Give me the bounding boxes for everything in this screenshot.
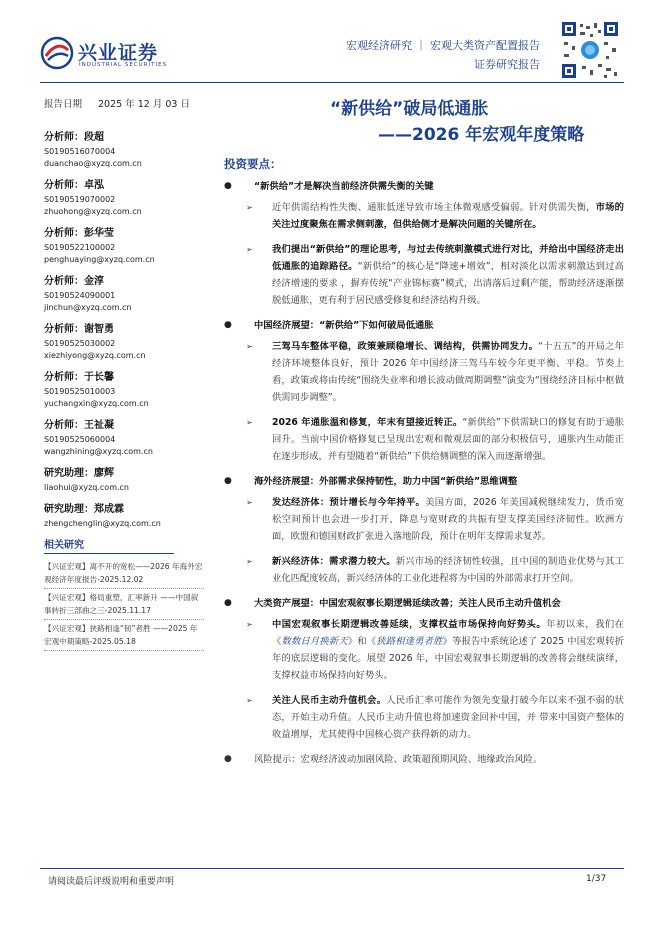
report-title: “新供给”破局低通胀 (330, 99, 489, 119)
section-point (224, 241, 624, 309)
analyst-email[interactable]: yuchangxin@xyzq.com.cn (44, 399, 149, 408)
point-lead: 2026 年通胀温和修复，年末有望接近转正。 (272, 417, 463, 428)
point-text: 》等报告中系统论述了 2025 中国宏观转折年的底层逻辑的变化。展望 2026 年，中国宏观叙事长期逻辑的改善将会继续演绎，支撑权益市场保持向好势头。 (272, 636, 624, 681)
section-point (224, 553, 624, 587)
point-text: 》和《 (347, 636, 377, 647)
point-text: 人民币汇率可能作为领先变量打破今年以来不强不弱的状态，开始主动升值。人民币主动升值也将加速资金回补中国，并 带来中国资产整体的收益增厚，尤其使得中国核心资产获得新的动力。 (272, 695, 624, 740)
analyst-name: 分析师：于长馨 (44, 372, 114, 383)
bullet-icon: ● (224, 320, 232, 330)
related-research-title: 相关研究 (44, 536, 174, 554)
analyst-entry (44, 128, 214, 170)
section-point (224, 199, 624, 233)
section-title: “新供给”才是解决当前经济供需失衡的关键 (254, 181, 434, 192)
analyst-name: 研究助理：廖辉 (44, 468, 114, 479)
report-reference-link[interactable]: 狭路相逢勇者胜 (376, 636, 443, 647)
point-text: “新供给”的核心是“降速+增效”，相对淡化以需求刺激达到过高经济增速的要求 ，摒弃传统“产业锦标赛”模式，出清落后过剩产能，帮助经济逐渐摆脱低通胀，更有利于居民感受修复和经济结构升级。 (272, 261, 624, 306)
analyst-name: 分析师：卓泓 (44, 180, 104, 191)
analyst-cert-id: S0190525060004 (44, 435, 116, 444)
section-point (224, 338, 624, 406)
section-point (224, 494, 624, 545)
bullet-icon: ● (224, 598, 232, 608)
analyst-email[interactable]: zhuohong@xyzq.com.cn (44, 207, 142, 216)
analyst-name: 分析师：金淳 (44, 276, 104, 287)
analyst-entry (44, 464, 214, 494)
section-title: 大类资产展望：中国宏观叙事长期逻辑延续改善；关注人民币主动升值机会 (254, 598, 561, 609)
analyst-name: 研究助理：郑成霖 (44, 504, 124, 515)
sidebar (44, 96, 214, 651)
analyst-cert-id: S0190525010003 (44, 387, 116, 396)
analyst-name: 分析师：段超 (44, 132, 104, 143)
report-reference-link[interactable]: 数数日月换新天 (281, 636, 348, 647)
arrow-bullet-icon: ➢ (246, 498, 253, 507)
footer-divider (40, 868, 624, 869)
arrow-bullet-icon: ➢ (246, 696, 253, 705)
arrow-bullet-icon: ➢ (246, 342, 253, 351)
analyst-cert-id: S0190519070002 (44, 195, 116, 204)
logo-mark-icon (40, 36, 74, 70)
logo-english-name: INDUSTRIAL SECURITIES (79, 62, 168, 68)
point-emphasis: 市场的关注过度聚焦在需求侧刺激，但供给侧才是解决问题的关键所在。 (272, 202, 624, 230)
point-text: “十五五”的开局之年经济环境整体良好，预计 2026 年中国经济三驾马车较今年更平衡、平稳。节奏上看，政策或将由传统“围绕失业率和增长波动做周期调整”演变为“围绕经济目标中枢做供需同步调整”。 (272, 341, 624, 403)
point-lead: 中国宏观叙事长期逻辑改善延续，支撑权益市场保持向好势头。 (272, 619, 547, 630)
sections-container (224, 178, 624, 743)
analyst-email[interactable]: penghuaying@xyzq.com.cn (44, 255, 155, 264)
analyst-cert-id: S0190516070004 (44, 147, 116, 156)
arrow-bullet-icon: ➢ (246, 557, 253, 566)
analyst-entry (44, 320, 214, 362)
point-text: 近年供需结构性失衡、通胀低迷导致市场主体微观感受偏弱。针对供需失衡， (272, 202, 596, 213)
section-point (224, 692, 624, 743)
report-type: 证券研究报告 (474, 58, 540, 71)
arrow-bullet-icon: ➢ (246, 418, 253, 427)
company-logo (40, 36, 200, 76)
point-lead: 发达经济体：预计增长与今年持平。 (272, 497, 426, 508)
analyst-email[interactable]: xiezhiyong@xyzq.com.cn (44, 351, 146, 360)
analyst-entry (44, 416, 214, 458)
risk-warning (224, 751, 624, 768)
analyst-entry (44, 176, 214, 218)
point-text: 新兴市场的经济韧性较强，且中国的制造业优势与其工业化匹配度较高，新兴经济体的工业化进程将为中国的外部需求打开空间。 (272, 556, 624, 584)
section-point (224, 414, 624, 465)
analyst-list (44, 128, 214, 530)
analyst-name: 分析师：王祉凝 (44, 420, 114, 431)
arrow-bullet-icon: ➢ (246, 203, 253, 212)
analyst-name: 分析师：彭华莹 (44, 228, 114, 239)
analyst-cert-id: S0190525030002 (44, 339, 116, 348)
analyst-email[interactable]: wangzhining@xyzq.com.cn (44, 447, 153, 456)
bullet-icon: ● (224, 181, 232, 191)
disclaimer-note: 请阅读最后评级说明和重要声明 (48, 877, 175, 887)
section-title: 海外经济展望：外部需求保持韧性，助力中国“新供给”思维调整 (254, 476, 518, 487)
bullet-icon: ● (224, 754, 232, 764)
report-date-value: 2025 年 12 月 03 日 (98, 99, 190, 110)
analyst-entry (44, 500, 214, 530)
related-research-list (44, 558, 204, 651)
section-point (224, 616, 624, 684)
header-divider (40, 82, 624, 83)
analyst-email[interactable]: jinchun@xyzq.com.cn (44, 303, 132, 312)
key-points-body (224, 178, 624, 768)
point-text: “新供给”下供需缺口的修复有助于通胀回升。当前中国价格修复已呈现出宏观和微观层面的部分积极信号，通胀内生动能正在逐步形成，并有望随着“新供给”下供给侧调整的深入而逐渐增强。 (272, 417, 624, 462)
analyst-cert-id: S0190522100002 (44, 243, 116, 252)
section-title: 中国经济展望：“新供给”下如何破局低通胀 (254, 320, 434, 331)
point-lead: 新兴经济体：需求潜力较大。 (272, 556, 396, 567)
qr-code-icon (560, 20, 620, 80)
bullet-icon: ● (224, 476, 232, 486)
analyst-entry (44, 224, 214, 266)
section-heading (224, 317, 624, 334)
section-heading (224, 178, 624, 195)
arrow-bullet-icon: ➢ (246, 245, 253, 254)
page-number: 1/37 (586, 874, 607, 884)
related-research-item[interactable]: 【兴证宏观】离不开的宽松——2026 年海外宏观经济年度报告-2025.12.02 (44, 558, 204, 589)
report-date (44, 96, 214, 110)
report-date-label: 报告日期 (44, 99, 83, 110)
analyst-name: 分析师：谢智勇 (44, 324, 114, 335)
related-research-item[interactable]: 【兴证宏观】狭路相逢“韧”者胜 ——2025 年宏观中期策略-2025.05.18 (44, 620, 204, 651)
report-category: 宏观经济研究 ｜ 宏观大类资产配置报告 (346, 39, 540, 52)
analyst-email[interactable]: liaohui@xyzq.com.cn (44, 483, 129, 492)
point-lead: 三驾马车整体平稳，政策兼顾稳增长、调结构，供需协同发力。 (272, 341, 539, 352)
arrow-bullet-icon: ➢ (246, 620, 253, 629)
section-heading (224, 473, 624, 490)
analyst-cert-id: S0190524090001 (44, 291, 116, 300)
analyst-entry (44, 368, 214, 410)
section-heading (224, 595, 624, 612)
key-points-heading: 投资要点： (224, 157, 282, 171)
related-research-item[interactable]: 【兴证宏观】格局重塑，汇率新升 ——中国叙事转折三部曲之三-2025.11.17 (44, 589, 204, 620)
risk-text: 风险提示：宏观经济波动加剧风险、政策超预期风险、地缘政治风险。 (254, 754, 543, 765)
point-text: 年初以来，我们在《 (272, 619, 624, 647)
logo-chinese-name: 兴业证券 (78, 42, 159, 64)
analyst-email[interactable]: duanchao@xyzq.com.cn (44, 159, 142, 168)
point-lead: 关注人民币主动升值机会。 (272, 695, 387, 706)
analyst-entry (44, 272, 214, 314)
point-text: 美国方面，2026 年美国减税继续发力，货币宽松空间预计也会进一步打开，降息与宽财政的共振有望支撑美国经济韧性。欧洲方面，欧盟和德国财政扩张进入落地阶段，预计在明年支撑需求复苏。 (272, 497, 624, 542)
report-subtitle: ——2026 年宏观年度策略 (378, 125, 585, 145)
point-lead: 我们提出“新供给”的理论思考，与过去传统刺激模式进行对比，并给出中国经济走出低通胀的追踪路径。 (272, 244, 624, 272)
analyst-email[interactable]: zhengchenglin@xyzq.com.cn (44, 519, 161, 528)
